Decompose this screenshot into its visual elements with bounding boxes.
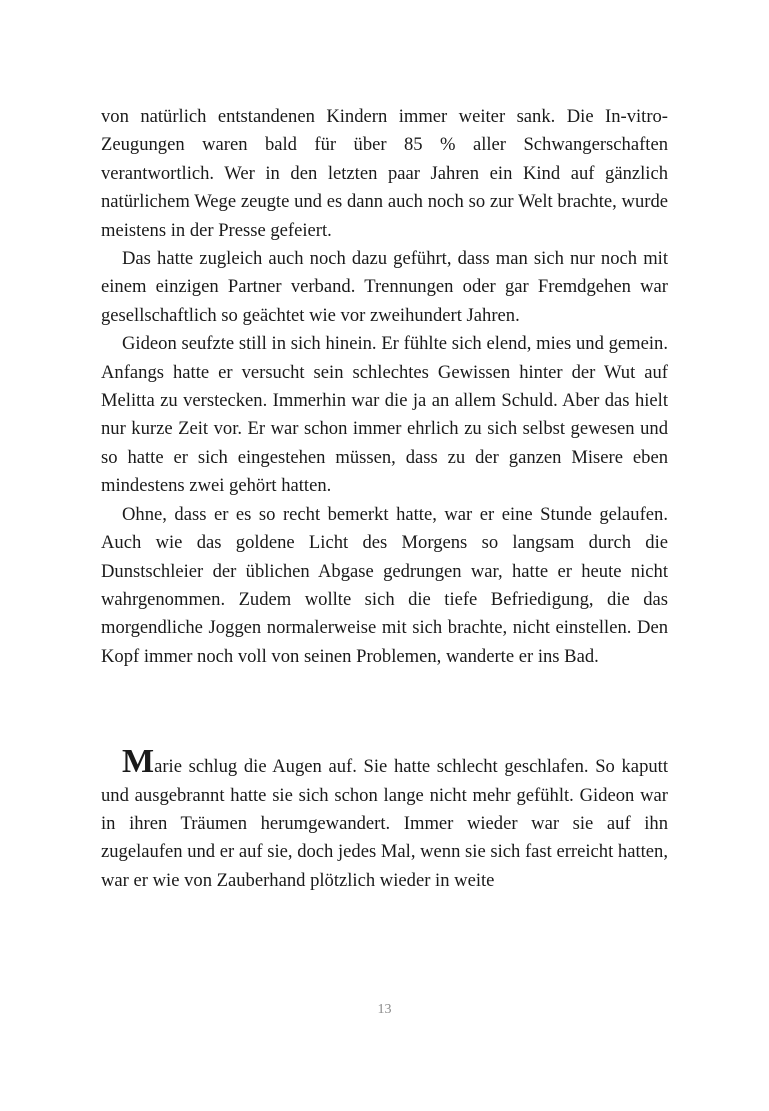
paragraph: Ohne, dass er es so recht bemerkt hatte, war er eine Stunde gelaufen. Auch wie das goldene Licht des Morgens so langsam durch die Dunstschleier der üblichen Abgase gedrungen war, hatte er heute nicht wahrgenommen. Zudem wollte sich die tiefe Befriedigung, die das morgendliche Joggen normalerweise mit sich brachte, nicht einstellen. Den Kopf immer noch voll von seinen Problemen, wanderte er ins Bad. xyxy=(101,503,668,667)
paragraph-continuation: von natürlich entstandenen Kindern immer weiter sank. Die In-vitro-Zeugungen waren bald für über 85 % aller Schwangerschaften verantwortlich. Wer in den letzten paar Jahren ein Kind auf gänzlich natürlichem Wege zeugte und es dann auch noch so zur Welt brachte, wurde meistens in der Presse gefeiert. xyxy=(101,106,668,241)
paragraph: Gideon seufzte still in sich hinein. Er fühlte sich elend, mies und gemein. Anfangs hatte er versucht sein schlechtes Gewissen hinter der Wut auf Melitta zu verstecken. Immerhin war die ja an allem Schuld. Aber das hielt nur kurze Zeit vor. Er war schon immer ehrlich zu sich selbst gewesen und so hatte er sich eingestehen müssen, dass zu der ganzen Misere eben mindestens zwei gehört hatten. xyxy=(101,333,668,497)
section-opening-text: arie schlug die Augen auf. Sie hatte schlecht geschlafen. So kaputt und ausgebrannt hatte sie sich schon lange nicht mehr gefühlt. Gideon war in ihren Träumen herumgewandert. Immer wieder war sie auf ihn zugelaufen und er auf sie, doch jedes Mal, wenn sie sich fast erreicht hatten, war er wie von Zauberhand plötzlich wieder in weite xyxy=(101,756,668,891)
paragraph: Das hatte zugleich auch noch dazu geführt, dass man sich nur noch mit einem einzigen Partner verband. Trennungen oder gar Fremdgehen war gesellschaftlich so geächtet wie vor zweihundert Jahren. xyxy=(101,248,668,326)
page-body xyxy=(101,103,668,895)
initial-letter: M xyxy=(122,743,155,781)
section-opening-paragraph xyxy=(101,743,668,895)
section-break xyxy=(101,671,668,753)
page-number: 13 xyxy=(377,1002,392,1017)
